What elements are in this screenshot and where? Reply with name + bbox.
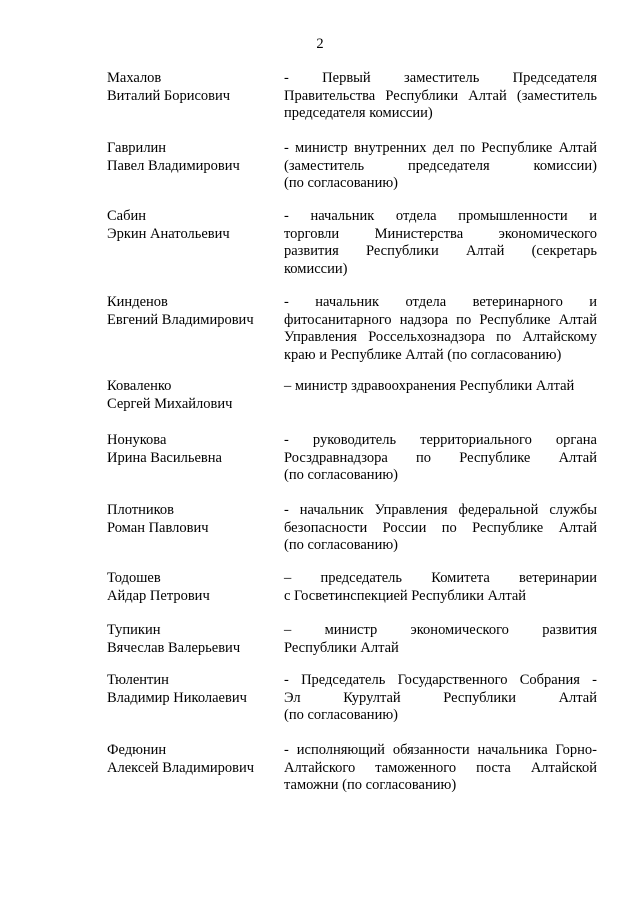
role-line: с Госветинспекцией Республики Алтай — [284, 587, 527, 604]
member-given-names: Евгений Владимирович — [107, 311, 254, 328]
member-role — [284, 570, 597, 605]
member-given-names: Вячеслав Валерьевич — [107, 639, 241, 656]
role-line: Республики Алтай — [284, 639, 399, 656]
member-role — [284, 502, 597, 555]
member-surname: Кинденов — [107, 294, 168, 310]
role-line: Алтайского таможенного поста Алтайской — [284, 759, 597, 776]
member-given-names: Алексей Владимирович — [107, 759, 255, 776]
member-role — [284, 208, 597, 278]
role-line: торговли Министерства экономического — [284, 225, 597, 242]
member-name — [107, 502, 284, 537]
role-line: Росздравнадзора по Республике Алтай — [284, 449, 597, 466]
role-line: (по согласованию) — [284, 707, 398, 723]
member-role — [284, 672, 597, 725]
member-role — [284, 742, 597, 795]
role-line: комиссии) — [284, 260, 348, 277]
member-given-names: Владимир Николаевич — [107, 689, 247, 706]
role-line: – министр экономического развития — [284, 622, 597, 638]
member-entry — [107, 570, 597, 605]
member-surname: Нонукова — [107, 432, 167, 448]
member-surname: Тупикин — [107, 622, 161, 638]
page-number: 2 — [316, 36, 324, 52]
member-role — [284, 622, 597, 657]
role-line: Эл Курултай Республики Алтай — [284, 689, 597, 706]
member-surname: Сабин — [107, 208, 147, 224]
role-line: развития Республики Алтай (секретарь — [284, 243, 597, 259]
role-line: - начальник отдела ветеринарного и — [284, 294, 597, 310]
member-name — [107, 672, 284, 707]
role-line: (заместитель председателя комиссии) — [284, 157, 597, 174]
member-given-names: Эркин Анатольевич — [107, 225, 230, 242]
member-surname: Гаврилин — [107, 140, 167, 156]
member-surname: Тюлентин — [107, 672, 169, 688]
role-line: безопасности России по Республике Алтай — [284, 519, 597, 536]
member-entry — [107, 294, 597, 364]
role-line: Правительства Республики Алтай (заместитель — [284, 87, 597, 104]
member-surname: Федюнин — [107, 742, 167, 758]
member-name — [107, 570, 284, 605]
member-given-names: Айдар Петрович — [107, 587, 210, 604]
member-given-names: Виталий Борисович — [107, 87, 231, 104]
member-role — [284, 140, 597, 193]
member-entry — [107, 432, 597, 485]
role-line: краю и Республике Алтай (по согласованию) — [284, 346, 562, 363]
member-given-names: Павел Владимирович — [107, 157, 240, 174]
role-line: - министр внутренних дел по Республике Алтай — [284, 140, 597, 156]
role-line: - начальник отдела промышленности и — [284, 208, 597, 224]
member-surname: Плотников — [107, 502, 175, 518]
member-entry — [107, 208, 597, 278]
role-line: - начальник Управления федеральной службы — [284, 502, 597, 518]
role-line: Управления Россельхознадзора по Алтайскому — [284, 329, 597, 345]
member-name — [107, 622, 284, 657]
role-line: - руководитель территориального органа — [284, 432, 597, 448]
member-entry — [107, 742, 597, 795]
role-line: – председатель Комитета ветеринарии — [284, 570, 597, 586]
role-line: таможни (по согласованию) — [284, 777, 457, 793]
member-entry — [107, 140, 597, 193]
role-line: (по согласованию) — [284, 537, 398, 553]
role-line: (по согласованию) — [284, 175, 398, 191]
member-role — [284, 378, 597, 396]
member-given-names: Роман Павлович — [107, 519, 209, 536]
member-role — [284, 432, 597, 485]
role-line: - Председатель Государственного Собрания - — [284, 672, 597, 688]
role-line: - Первый заместитель Председателя — [284, 70, 597, 86]
member-entry — [107, 70, 597, 123]
member-name — [107, 378, 284, 413]
role-line: председателя комиссии) — [284, 105, 433, 121]
member-entry — [107, 672, 597, 725]
member-name — [107, 208, 284, 243]
member-role — [284, 294, 597, 364]
member-name — [107, 70, 284, 105]
role-line: – министр здравоохранения Республики Алтай — [284, 378, 575, 394]
member-entry — [107, 502, 597, 555]
member-role — [284, 70, 597, 123]
member-name — [107, 742, 284, 777]
member-surname: Махалов — [107, 70, 162, 86]
member-name — [107, 294, 284, 329]
member-surname: Коваленко — [107, 378, 172, 394]
member-entry — [107, 622, 597, 657]
member-given-names: Ирина Васильевна — [107, 449, 222, 466]
role-line: фитосанитарного надзора по Республике Алтай — [284, 311, 597, 328]
member-entry — [107, 378, 597, 413]
role-line: (по согласованию) — [284, 467, 398, 483]
member-name — [107, 432, 284, 467]
member-name — [107, 140, 284, 175]
member-surname: Тодошев — [107, 570, 161, 586]
member-given-names: Сергей Михайлович — [107, 395, 233, 412]
role-line: - исполняющий обязанности начальника Горно- — [284, 742, 597, 758]
